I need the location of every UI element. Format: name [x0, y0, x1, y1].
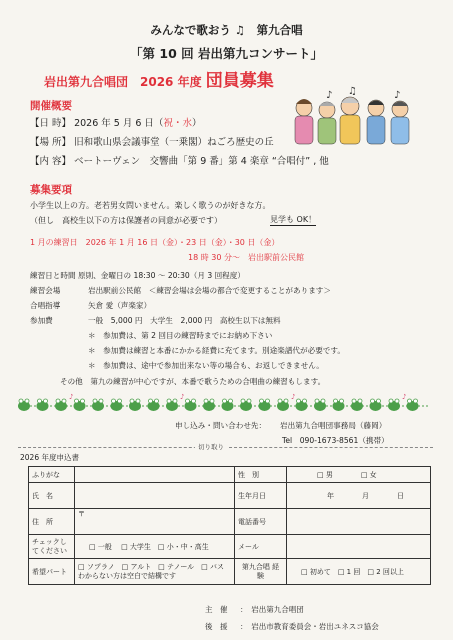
fee-value: 一般 5,000 円 大学生 2,000 円 高校生以下は無料	[88, 316, 281, 325]
frog-icon	[111, 399, 123, 411]
part-note: わからない方は空白で結構です	[78, 571, 176, 580]
other-info: その他 第九の練習が中心ですが、本番で歌うための合唱曲の練習もします。	[60, 377, 326, 386]
recruit-heading: 募集要項	[30, 184, 72, 196]
svg-text:♪: ♪	[394, 90, 401, 101]
content-label: 【内 容】	[30, 156, 72, 167]
overview-date	[30, 115, 201, 129]
singer-figure	[295, 99, 313, 144]
support-value: ： 岩出市教育委員会・岩出ユネスコ協会	[240, 622, 379, 631]
frog-icon	[37, 399, 49, 411]
address-label: 住 所	[29, 509, 75, 535]
frog-icon	[166, 399, 178, 411]
music-note-icon	[326, 86, 400, 101]
form-title: 2026 年度申込書	[20, 453, 79, 462]
recruit-title	[44, 66, 274, 91]
check-options[interactable]: □ 一般 □ 大学生 □ 小・中・高生	[75, 535, 235, 559]
host-label: 主 催	[205, 605, 228, 614]
january-practice: 1 月の練習日 2026 年 1 月 16 日（金）・23 日（金）・30 日（金）	[30, 238, 280, 247]
table-row	[29, 509, 431, 535]
frog-icon	[240, 399, 252, 411]
frog-icon	[129, 399, 141, 411]
furigana-label: ふりがな	[29, 467, 75, 483]
frog-icon	[333, 399, 345, 411]
venue-label: 練習会場	[30, 286, 61, 295]
frog-icon	[296, 399, 308, 411]
postal-mark: 〒	[78, 510, 85, 518]
fee-note-1: ＊ 参加費は、第 2 回目の練習時までにお納め下さい	[88, 331, 273, 340]
overview-heading: 開催概要	[30, 100, 72, 112]
singer-figure	[391, 101, 409, 144]
svg-text:♪: ♪	[326, 90, 333, 101]
place-value: 旧和歌山県会議事堂（一乗閣）ねごろ歴史の丘	[74, 137, 274, 148]
frog-icon	[55, 399, 67, 411]
host-value: ： 岩出第九合唱団	[240, 605, 304, 614]
part-label: 希望パート	[29, 559, 75, 585]
concert-title: 「第 10 回 岩出第九コンサート」	[130, 46, 323, 61]
gender-label: 性 別	[235, 467, 287, 483]
name-input[interactable]	[75, 483, 235, 509]
fee-note-2: ＊ 参加費は練習と本番にかかる経費に充てます。別途楽譜代が必要です。	[88, 346, 345, 355]
singers-illustration	[290, 86, 420, 148]
table-row	[29, 535, 431, 559]
contact-tel: Tel 090-1673-8561（携帯）	[282, 436, 389, 445]
application-form	[28, 466, 431, 585]
music-note-icon: ♪	[402, 393, 407, 401]
frog-icon	[74, 399, 86, 411]
frog-icon	[277, 399, 289, 411]
january-practice-time: 18 時 30 分～ 岩出駅前公民館	[188, 253, 304, 262]
frog-icon	[18, 399, 30, 411]
check-label: チェックしてください	[29, 535, 75, 559]
frog-icon	[148, 399, 160, 411]
place-label: 【場 所】	[30, 137, 72, 148]
frog-icon	[92, 399, 104, 411]
leader-value: 矢倉 愛（声楽家）	[88, 301, 152, 310]
observe-ok: 見学も OK！	[270, 215, 317, 224]
frog-icon	[185, 399, 197, 411]
birth-input[interactable]: 年 月 日	[287, 483, 431, 509]
cut-label: 切り取り	[195, 442, 227, 451]
singer-figure	[367, 100, 385, 144]
phone-input[interactable]	[287, 509, 431, 535]
overview-content	[30, 153, 329, 167]
singer-figure	[318, 102, 336, 144]
music-note-icon: ♪	[180, 393, 185, 401]
overview-place	[30, 134, 274, 148]
svg-text:♫: ♫	[348, 86, 357, 97]
frog-icon	[222, 399, 234, 411]
support-label: 後 援	[205, 622, 228, 631]
content-value: ベートーヴェン 交響曲「第 9 番」第 4 楽章 “合唱付” , 他	[74, 156, 329, 167]
date-holiday: 祝・水	[163, 118, 192, 129]
venue-value: 岩出駅前公民館 ＜練習会場は会場の都合で変更することがあります＞	[88, 286, 331, 295]
name-label: 氏 名	[29, 483, 75, 509]
experience-options[interactable]: □ 初めて □ 1 回 □ 2 回以上	[287, 559, 431, 585]
part-options[interactable]: □ ソプラノ □ アルト □ テノール □ バス	[78, 562, 225, 571]
leader-label: 合唱指導	[30, 301, 61, 310]
date-value: 2026 年 5 月 6 日（	[74, 118, 164, 129]
recruit-title-prefix: 岩出第九合唱団 2026 年度	[44, 75, 202, 89]
fee-label: 参加費	[30, 316, 53, 325]
frog-icon	[259, 399, 271, 411]
part-cell[interactable]	[75, 559, 235, 585]
address-input[interactable]	[75, 509, 235, 535]
frog-icon	[370, 399, 382, 411]
furigana-input[interactable]	[75, 467, 235, 483]
frog-icon	[351, 399, 363, 411]
frog-icon	[407, 399, 419, 411]
recruit-line1: 小学生以上の方。老若男女問いません。楽しく歌うのが好きな方。	[30, 201, 271, 210]
singer-figure	[340, 97, 360, 144]
gender-options[interactable]: □ 男 □ 女	[287, 467, 431, 483]
frog-divider	[18, 392, 428, 414]
music-note-icon: ♪	[69, 393, 74, 401]
header-line1: みんなで歌おう ♫ 第九合唱	[150, 23, 303, 37]
practice-time: 練習日と時間 原則、金曜日の 18:30 ～ 20:30（月 3 回程度）	[30, 271, 245, 280]
table-row	[29, 483, 431, 509]
experience-label: 第九合唱 経 験	[235, 559, 287, 585]
fee-note-3: ＊ 参加費は、途中で参加出来ない等の場合も、お返しできません。	[88, 361, 324, 370]
frog-icon	[314, 399, 326, 411]
mail-input[interactable]	[287, 535, 431, 559]
frog-icon	[203, 399, 215, 411]
date-close: ）	[191, 118, 202, 129]
birth-label: 生年月日	[235, 483, 287, 509]
contact-label: 申し込み・問い合わせ先：	[175, 421, 267, 430]
table-row	[29, 559, 431, 585]
recruit-title-big: 団員募集	[205, 71, 274, 91]
contact-office: 岩出第九合唱団事務局（藤岡）	[280, 421, 387, 430]
table-row	[29, 467, 431, 483]
frog-icon	[388, 399, 400, 411]
mail-label: メール	[235, 535, 287, 559]
date-label: 【日 時】	[30, 118, 72, 129]
phone-label: 電話番号	[235, 509, 287, 535]
music-note-icon: ♪	[291, 393, 296, 401]
recruit-line2: （但し 高校生以下の方は保護者の同意が必要です）	[30, 216, 222, 225]
